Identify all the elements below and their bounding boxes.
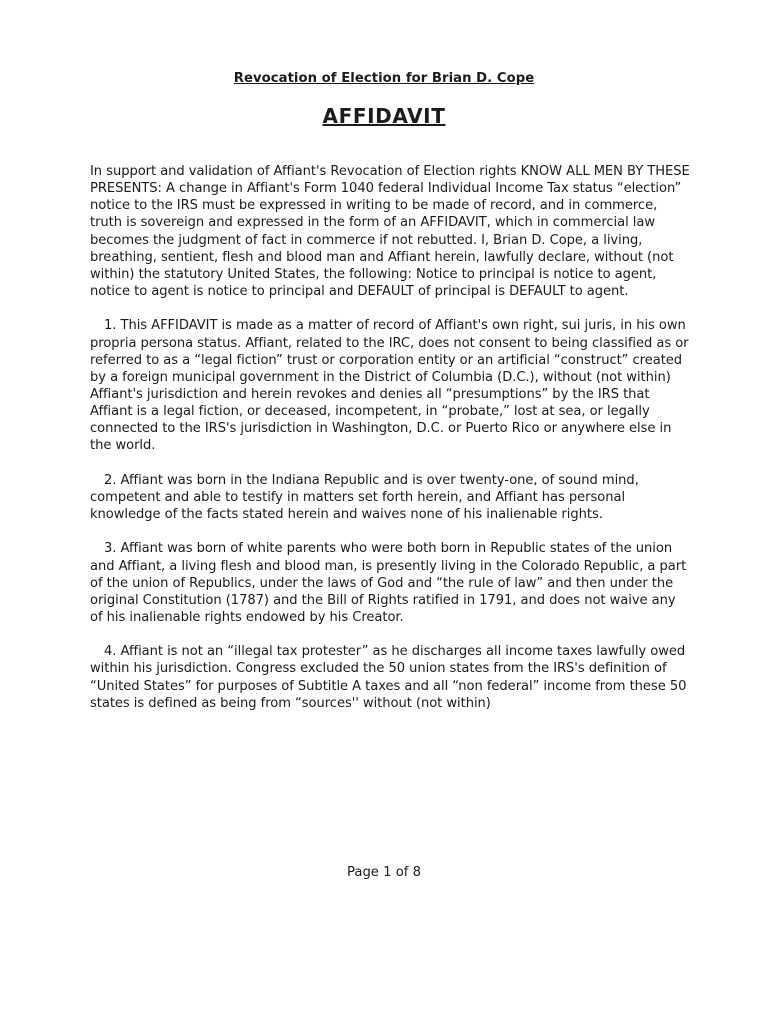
- paragraph-1: 1. This AFFIDAVIT is made as a matter of record of Affiant's own right, sui juris, in his own propria persona status. Affiant, related to the IRC, does not consent to being classified as or referred to as a “legal fiction” trust or corporation entity or an artificial “construct” created by a foreign municipal government in the District of Columbia (D.C.), without (not within) Affiant's jurisdiction and herein revokes and denies all “presumptions” by the IRS that Affiant is a legal fiction, or deceased, incompetent, in “probate,” lost at sea, or legally connected to the IRS's jurisdiction in Washington, D.C. or Puerto Rico or anywhere else in the world.: [90, 318, 689, 454]
- document-title: Revocation of Election for Brian D. Cope: [233, 71, 535, 86]
- affidavit-heading: AFFIDAVIT: [322, 104, 446, 128]
- paragraph-2: 2. Affiant was born in the Indiana Republic and is over twenty-one, of sound mind, competent and able to testify in matters set forth herein, and Affiant has personal knowledge of the facts stated herein and waives none of his inalienable rights.: [90, 472, 639, 523]
- page-number: Page 1 of 8: [347, 865, 421, 880]
- intro-paragraph: In support and validation of Affiant's Revocation of Election rights KNOW ALL MEN BY THESE PRESENTS: A change in Affiant's Form 1040 federal Individual Income Tax status “election” notice to the IRS must be expressed in writing to be made of record, and in commerce, truth is sovereign and expressed in the form of an AFFIDAVIT, which in commercial law becomes the judgment of fact in commerce if not rebutted. I, Brian D. Cope, a living, breathing, sentient, flesh and blood man and Affiant herein, lawfully declare, without (not within) the statutory United States, the following: Notice to principal is notice to agent, notice to agent is notice to principal and DEFAULT of principal is DEFAULT to agent.: [90, 164, 690, 300]
- paragraph-3: 3. Affiant was born of white parents who were both born in Republic states of the union and Affiant, a living flesh and blood man, is presently living in the Colorado Republic, a part of the union of Republics, under the laws of God and “the rule of law” and then under the original Constitution (1787) and the Bill of Rights ratified in 1791, and does not waive any of his inalienable rights endowed by his Creator.: [90, 541, 687, 626]
- paragraph-4: 4. Affiant is not an “illegal tax protester” as he discharges all income taxes lawfully owed within his jurisdiction. Congress excluded the 50 union states from the IRS's definition of “United States” for purposes of Subtitle A taxes and all “non federal” income from these 50 states is defined as being from “sources'' without (not within): [90, 644, 687, 711]
- document-body: [90, 163, 690, 729]
